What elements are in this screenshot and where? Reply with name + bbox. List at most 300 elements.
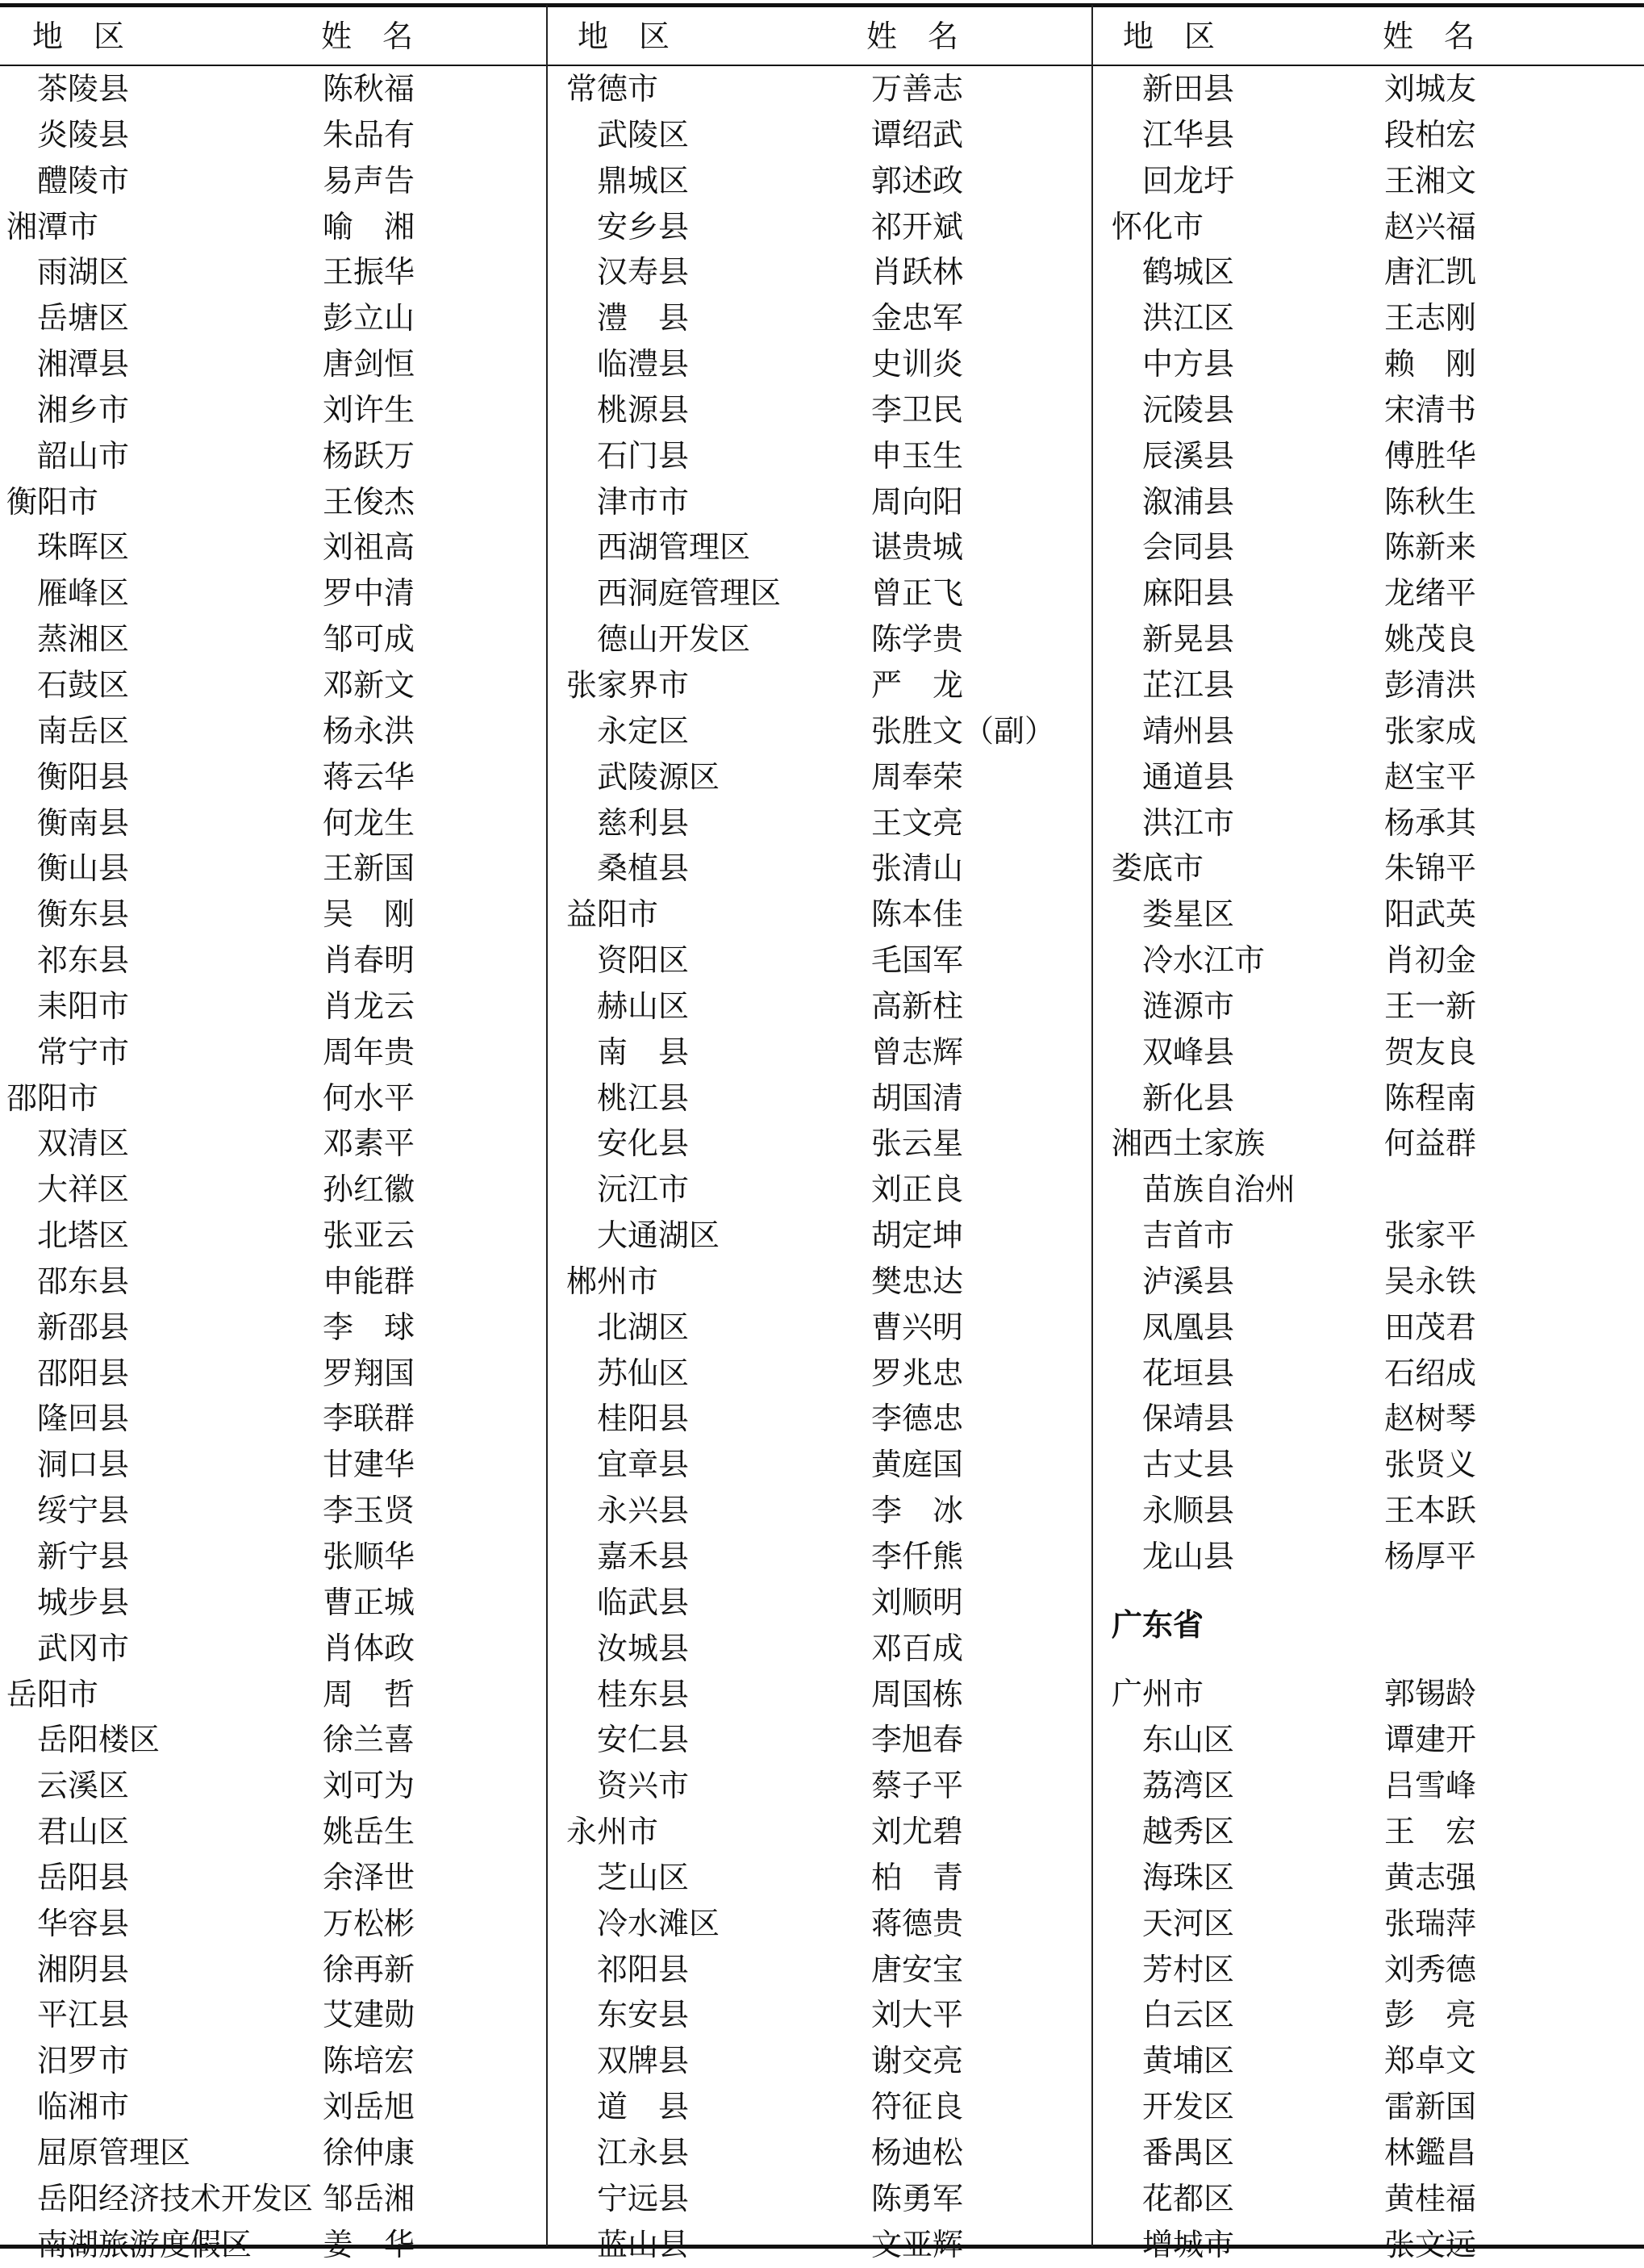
person-name: 杨承其 — [1384, 804, 1477, 841]
directory-row — [1112, 1121, 1636, 1167]
region-name: 祁阳县 — [597, 1951, 690, 1987]
person-name: 傅胜华 — [1384, 437, 1477, 474]
person-name: 高新柱 — [871, 988, 964, 1024]
directory-column-3 — [1112, 66, 1636, 2267]
person-name: 朱锦平 — [1384, 850, 1477, 887]
person-name: 申能群 — [323, 1263, 415, 1299]
person-name: 张文远 — [1384, 2226, 1477, 2262]
person-name: 杨厚平 — [1384, 1539, 1477, 1574]
person-name: 陈学贵 — [871, 621, 964, 658]
directory-row — [6, 2038, 539, 2084]
directory-row — [6, 892, 539, 938]
directory-row — [566, 2130, 1083, 2176]
person-name: 张瑞萍 — [1384, 1905, 1477, 1941]
directory-row — [1112, 1947, 1636, 1993]
directory-row — [566, 616, 1083, 662]
region-name: 珠晖区 — [37, 529, 130, 566]
directory-row — [566, 846, 1083, 892]
directory-row — [1112, 1305, 1636, 1351]
person-name: 王俊杰 — [323, 483, 415, 520]
person-name: 易声告 — [323, 162, 415, 198]
person-name: 陈本佳 — [871, 896, 964, 933]
person-name: 曹正城 — [323, 1584, 415, 1620]
region-name: 津市市 — [597, 483, 690, 520]
top-rule — [0, 3, 1644, 7]
directory-row — [1112, 433, 1636, 479]
person-name: 张顺华 — [323, 1539, 415, 1574]
region-name: 越秀区 — [1142, 1814, 1235, 1849]
person-name: 曾正飞 — [871, 575, 964, 612]
person-name: 何益群 — [1384, 1126, 1477, 1162]
column-header-name: 姓 名 — [866, 19, 959, 54]
region-name: 祁东县 — [37, 942, 130, 979]
person-name: 刘可为 — [323, 1768, 415, 1804]
person-name: 杨迪松 — [871, 2134, 964, 2170]
directory-row — [1112, 1351, 1636, 1397]
person-name: 谌贵城 — [871, 529, 964, 566]
region-name: 中方县 — [1142, 346, 1235, 382]
region-name: 屈原管理区 — [37, 2134, 191, 2170]
region-name: 增城市 — [1142, 2226, 1235, 2262]
region-name: 娄底市 — [1112, 850, 1204, 887]
directory-row — [1112, 387, 1636, 433]
region-name: 南 县 — [597, 1034, 690, 1070]
directory-row — [1112, 938, 1636, 984]
directory-row — [6, 754, 539, 800]
directory-row — [566, 1121, 1083, 1167]
region-name: 吉首市 — [1142, 1218, 1235, 1254]
directory-row — [6, 433, 539, 479]
region-name: 桑植县 — [597, 850, 690, 887]
person-name: 余泽世 — [323, 1859, 415, 1895]
person-name: 杨永洪 — [323, 712, 415, 749]
region-name: 安乡县 — [597, 208, 690, 244]
region-name: 湘乡市 — [37, 391, 130, 428]
directory-row — [1112, 1809, 1636, 1855]
directory-row — [6, 204, 539, 250]
directory-row — [566, 1855, 1083, 1901]
person-name: 邓新文 — [323, 666, 415, 703]
region-name: 双牌县 — [597, 2043, 690, 2079]
directory-row — [1112, 1167, 1636, 1213]
region-name: 邵阳县 — [37, 1355, 130, 1391]
region-name: 南湖旅游度假区 — [37, 2226, 252, 2262]
person-name: 姚岳生 — [323, 1814, 415, 1850]
person-name: 陈勇军 — [871, 2180, 964, 2216]
directory-row — [566, 1167, 1083, 1213]
person-name: 谭绍武 — [871, 116, 964, 152]
region-name: 衡阳县 — [37, 758, 130, 795]
person-name: 黄庭国 — [871, 1447, 964, 1483]
person-name: 赵兴福 — [1384, 208, 1477, 244]
person-name: 陈秋生 — [1384, 483, 1477, 520]
region-name: 湘阴县 — [37, 1951, 130, 1987]
region-name: 衡山县 — [37, 850, 130, 887]
directory-row — [1112, 846, 1636, 892]
person-name: 何水平 — [323, 1080, 415, 1116]
region-name: 雨湖区 — [37, 254, 130, 290]
directory-row — [566, 1351, 1083, 1397]
directory-row — [566, 524, 1083, 570]
region-name: 资兴市 — [597, 1768, 690, 1804]
region-name: 平江县 — [37, 1997, 130, 2033]
region-name: 岳阳经济技术开发区 — [37, 2180, 314, 2216]
region-name: 保靖县 — [1142, 1401, 1235, 1437]
person-name: 段柏宏 — [1384, 116, 1477, 152]
person-name: 黄志强 — [1384, 1859, 1477, 1895]
region-name: 会同县 — [1142, 529, 1235, 566]
region-name: 江华县 — [1142, 116, 1235, 152]
directory-row — [566, 1305, 1083, 1351]
directory-row — [1112, 754, 1636, 800]
directory-row — [6, 1259, 539, 1305]
directory-column-1 — [6, 66, 539, 2268]
person-name: 赵树琴 — [1384, 1401, 1477, 1437]
region-name: 苗族自治州 — [1142, 1172, 1296, 1208]
directory-row — [566, 1076, 1083, 1121]
region-name: 道 县 — [597, 2089, 690, 2125]
person-name: 曹兴明 — [871, 1309, 964, 1345]
person-name: 申玉生 — [871, 437, 964, 474]
person-name: 谢交亮 — [871, 2043, 964, 2079]
directory-row — [566, 1030, 1083, 1076]
region-name: 东山区 — [1142, 1722, 1235, 1758]
region-name: 绥宁县 — [37, 1493, 130, 1529]
directory-row — [566, 1442, 1083, 1488]
person-name: 刘许生 — [323, 391, 415, 428]
directory-row — [566, 800, 1083, 846]
person-name: 罗翔国 — [323, 1355, 415, 1391]
region-name: 洪江区 — [1142, 300, 1235, 336]
directory-row — [6, 66, 539, 112]
directory-row — [6, 158, 539, 204]
region-name: 新邵县 — [37, 1309, 130, 1345]
person-name: 张贤义 — [1384, 1447, 1477, 1483]
person-name: 毛国军 — [871, 942, 964, 979]
region-name: 广州市 — [1112, 1676, 1204, 1712]
person-name: 赖 刚 — [1384, 346, 1477, 382]
person-name: 王湘文 — [1384, 162, 1477, 198]
directory-row — [1112, 249, 1636, 295]
person-name: 田茂君 — [1384, 1309, 1477, 1345]
directory-row — [1112, 524, 1636, 570]
region-name: 南岳区 — [37, 712, 130, 749]
directory-row — [6, 616, 539, 662]
person-name: 刘正良 — [871, 1172, 964, 1208]
region-name: 西湖管理区 — [597, 529, 751, 566]
person-name: 周奉荣 — [871, 758, 964, 795]
region-name: 江永县 — [597, 2134, 690, 2170]
region-name: 城步县 — [37, 1584, 130, 1620]
directory-row — [1112, 1396, 1636, 1442]
region-name: 汝城县 — [597, 1630, 690, 1666]
person-name: 周年贵 — [323, 1034, 415, 1070]
region-name: 桂东县 — [597, 1676, 690, 1712]
person-name: 严 龙 — [871, 666, 964, 703]
person-name: 张胜文（副） — [871, 712, 1056, 749]
directory-row — [6, 1305, 539, 1351]
person-name: 李德忠 — [871, 1401, 964, 1437]
person-name: 张亚云 — [323, 1218, 415, 1254]
region-name: 湘潭市 — [6, 208, 99, 244]
region-name: 湘潭县 — [37, 346, 130, 382]
person-name: 陈新来 — [1384, 529, 1477, 566]
directory-row — [566, 892, 1083, 938]
region-name: 武陵源区 — [597, 758, 720, 795]
directory-row — [1112, 662, 1636, 708]
directory-row — [1112, 800, 1636, 846]
directory-row — [566, 1626, 1083, 1672]
person-name: 蔡子平 — [871, 1768, 964, 1804]
column-header-name: 姓 名 — [1383, 19, 1475, 54]
directory-row — [566, 708, 1083, 754]
directory-row — [6, 662, 539, 708]
region-name: 邵东县 — [37, 1263, 130, 1299]
person-name: 周 哲 — [323, 1676, 415, 1712]
person-name: 龙绪平 — [1384, 575, 1477, 612]
region-name: 醴陵市 — [37, 162, 130, 198]
region-name: 益阳市 — [566, 896, 659, 933]
directory-row — [1112, 1213, 1636, 1259]
person-name: 王文亮 — [871, 804, 964, 841]
directory-row — [6, 1809, 539, 1855]
region-name: 沅陵县 — [1142, 391, 1235, 428]
region-name: 靖州县 — [1142, 712, 1235, 749]
person-name: 杨跃万 — [323, 437, 415, 474]
region-name: 新田县 — [1142, 71, 1235, 107]
person-name: 王一新 — [1384, 988, 1477, 1024]
region-name: 永兴县 — [597, 1493, 690, 1529]
region-name: 回龙圩 — [1142, 162, 1235, 198]
directory-row — [6, 1534, 539, 1580]
region-name: 耒阳市 — [37, 988, 130, 1024]
person-name: 肖体政 — [323, 1630, 415, 1666]
directory-row — [566, 754, 1083, 800]
directory-row — [566, 341, 1083, 387]
person-name: 肖初金 — [1384, 942, 1477, 979]
person-name: 金忠军 — [871, 300, 964, 336]
directory-row — [566, 570, 1083, 616]
person-name: 王振华 — [323, 254, 415, 290]
directory-row — [6, 984, 539, 1030]
person-name: 吕雪峰 — [1384, 1768, 1477, 1804]
province-heading: 广东省 — [1112, 1606, 1204, 1644]
column-header-region: 地 区 — [1123, 19, 1216, 54]
directory-row — [6, 1442, 539, 1488]
directory-row — [1112, 1992, 1636, 2038]
person-name: 刘大平 — [871, 1997, 964, 2033]
region-name: 芷江县 — [1142, 666, 1235, 703]
person-name: 贺友良 — [1384, 1034, 1477, 1070]
person-name: 王新国 — [323, 850, 415, 887]
directory-row — [1112, 112, 1636, 158]
directory-row — [566, 1396, 1083, 1442]
directory-row — [6, 295, 539, 341]
region-name: 蓝山县 — [597, 2226, 690, 2262]
region-name: 花垣县 — [1142, 1355, 1235, 1391]
directory-row — [566, 2176, 1083, 2222]
directory-row — [6, 800, 539, 846]
region-name: 安仁县 — [597, 1722, 690, 1758]
directory-row — [6, 1947, 539, 1993]
person-name: 肖龙云 — [323, 988, 415, 1024]
column-header-region: 地 区 — [578, 19, 670, 54]
person-name: 刘尤碧 — [871, 1814, 964, 1850]
directory-row — [1112, 2038, 1636, 2084]
region-name: 衡东县 — [37, 896, 130, 933]
region-name: 新化县 — [1142, 1080, 1235, 1116]
directory-row — [566, 158, 1083, 204]
directory-row — [1112, 2084, 1636, 2130]
directory-row — [566, 479, 1083, 525]
region-name: 辰溪县 — [1142, 437, 1235, 474]
directory-row — [1112, 1534, 1636, 1580]
directory-row — [566, 433, 1083, 479]
column-header-name: 姓 名 — [321, 19, 414, 54]
directory-row — [6, 341, 539, 387]
person-name: 郭述政 — [871, 162, 964, 198]
person-name: 万善志 — [871, 71, 964, 107]
region-name: 慈利县 — [597, 804, 690, 841]
person-name: 雷新国 — [1384, 2089, 1477, 2125]
person-name: 赵宝平 — [1384, 758, 1477, 795]
region-name: 德山开发区 — [597, 621, 751, 658]
person-name: 邹可成 — [323, 621, 415, 658]
directory-row — [566, 1259, 1083, 1305]
directory-row — [1112, 984, 1636, 1030]
column-divider — [546, 5, 548, 2246]
directory-row — [566, 1809, 1083, 1855]
region-name: 芳村区 — [1142, 1951, 1235, 1987]
region-name: 武冈市 — [37, 1630, 130, 1666]
person-name: 周国栋 — [871, 1676, 964, 1712]
directory-row — [6, 1901, 539, 1947]
person-name: 喻 湘 — [323, 208, 415, 244]
person-name: 宋清书 — [1384, 391, 1477, 428]
region-name: 石鼓区 — [37, 666, 130, 703]
region-name: 华容县 — [37, 1905, 130, 1941]
region-name: 苏仙区 — [597, 1355, 690, 1391]
region-name: 雁峰区 — [37, 575, 130, 612]
directory-row — [6, 708, 539, 754]
person-name: 邓百成 — [871, 1630, 964, 1666]
region-name: 资阳区 — [597, 942, 690, 979]
directory-row — [6, 1351, 539, 1397]
person-name: 刘祖高 — [323, 529, 415, 566]
directory-row — [566, 112, 1083, 158]
person-name: 徐再新 — [323, 1951, 415, 1987]
region-name: 安化县 — [597, 1126, 690, 1162]
person-name: 肖跃林 — [871, 254, 964, 290]
directory-row — [6, 1626, 539, 1672]
person-name: 张家平 — [1384, 1218, 1477, 1254]
person-name: 罗中清 — [323, 575, 415, 612]
spacer-row — [1112, 1648, 1636, 1671]
directory-row — [1112, 66, 1636, 112]
region-name: 鼎城区 — [597, 162, 690, 198]
person-name: 唐汇凯 — [1384, 254, 1477, 290]
region-name: 怀化市 — [1112, 208, 1204, 244]
region-name: 麻阳县 — [1142, 575, 1235, 612]
person-name: 朱品有 — [323, 116, 415, 152]
region-name: 茶陵县 — [37, 71, 130, 107]
person-name: 邓素平 — [323, 1126, 415, 1162]
region-name: 大通湖区 — [597, 1218, 720, 1254]
region-name: 永州市 — [566, 1814, 659, 1850]
region-name: 芝山区 — [597, 1859, 690, 1895]
person-name: 黄桂福 — [1384, 2180, 1477, 2216]
person-name: 樊忠达 — [871, 1263, 964, 1299]
directory-row — [566, 295, 1083, 341]
person-name: 艾建勋 — [323, 1997, 415, 2033]
directory-row — [1112, 1763, 1636, 1809]
person-name: 周向阳 — [871, 483, 964, 520]
region-name: 炎陵县 — [37, 116, 130, 152]
person-name: 彭清洪 — [1384, 666, 1477, 703]
column-header-region: 地 区 — [32, 19, 125, 54]
person-name: 吴永铁 — [1384, 1263, 1477, 1299]
directory-row — [1112, 708, 1636, 754]
region-name: 涟源市 — [1142, 988, 1235, 1024]
person-name: 张家成 — [1384, 712, 1477, 749]
region-name: 新宁县 — [37, 1539, 130, 1574]
spacer-row — [1112, 1580, 1636, 1602]
directory-row — [6, 249, 539, 295]
region-name: 北塔区 — [37, 1218, 130, 1254]
directory-row — [6, 1717, 539, 1763]
directory-row — [6, 1763, 539, 1809]
person-name: 陈程南 — [1384, 1080, 1477, 1116]
person-name: 何龙生 — [323, 804, 415, 841]
person-name: 甘建华 — [323, 1447, 415, 1483]
region-name: 永定区 — [597, 712, 690, 749]
person-name: 林鑑昌 — [1384, 2134, 1477, 2170]
region-name: 桃源县 — [597, 391, 690, 428]
directory-row — [6, 1076, 539, 1121]
region-name: 桃江县 — [597, 1080, 690, 1116]
region-name: 黄埔区 — [1142, 2043, 1235, 2079]
region-name: 岳塘区 — [37, 300, 130, 336]
region-name: 双清区 — [37, 1126, 130, 1162]
directory-row — [1112, 204, 1636, 250]
directory-row — [566, 1901, 1083, 1947]
region-name: 汨罗市 — [37, 2043, 130, 2079]
directory-row — [1112, 616, 1636, 662]
region-name: 鹤城区 — [1142, 254, 1235, 290]
region-name: 临湘市 — [37, 2089, 130, 2125]
region-name: 荔湾区 — [1142, 1768, 1235, 1804]
person-name: 刘秀德 — [1384, 1951, 1477, 1987]
person-name: 姚茂良 — [1384, 621, 1477, 658]
person-name: 李 冰 — [871, 1493, 964, 1529]
directory-row — [1112, 1030, 1636, 1076]
person-name: 郭锡龄 — [1384, 1676, 1477, 1712]
region-name: 宜章县 — [597, 1447, 690, 1483]
region-name: 石门县 — [597, 437, 690, 474]
person-name: 陈培宏 — [323, 2043, 415, 2079]
directory-row — [566, 2084, 1083, 2130]
directory-row — [6, 387, 539, 433]
person-name: 阳武英 — [1384, 896, 1477, 933]
region-name: 通道县 — [1142, 758, 1235, 795]
directory-row — [566, 938, 1083, 984]
region-name: 冷水江市 — [1142, 942, 1266, 979]
section-heading-row — [1112, 1602, 1636, 1648]
person-name: 符征良 — [871, 2089, 964, 2125]
region-name: 汉寿县 — [597, 254, 690, 290]
region-name: 西洞庭管理区 — [597, 575, 782, 612]
directory-row — [6, 846, 539, 892]
